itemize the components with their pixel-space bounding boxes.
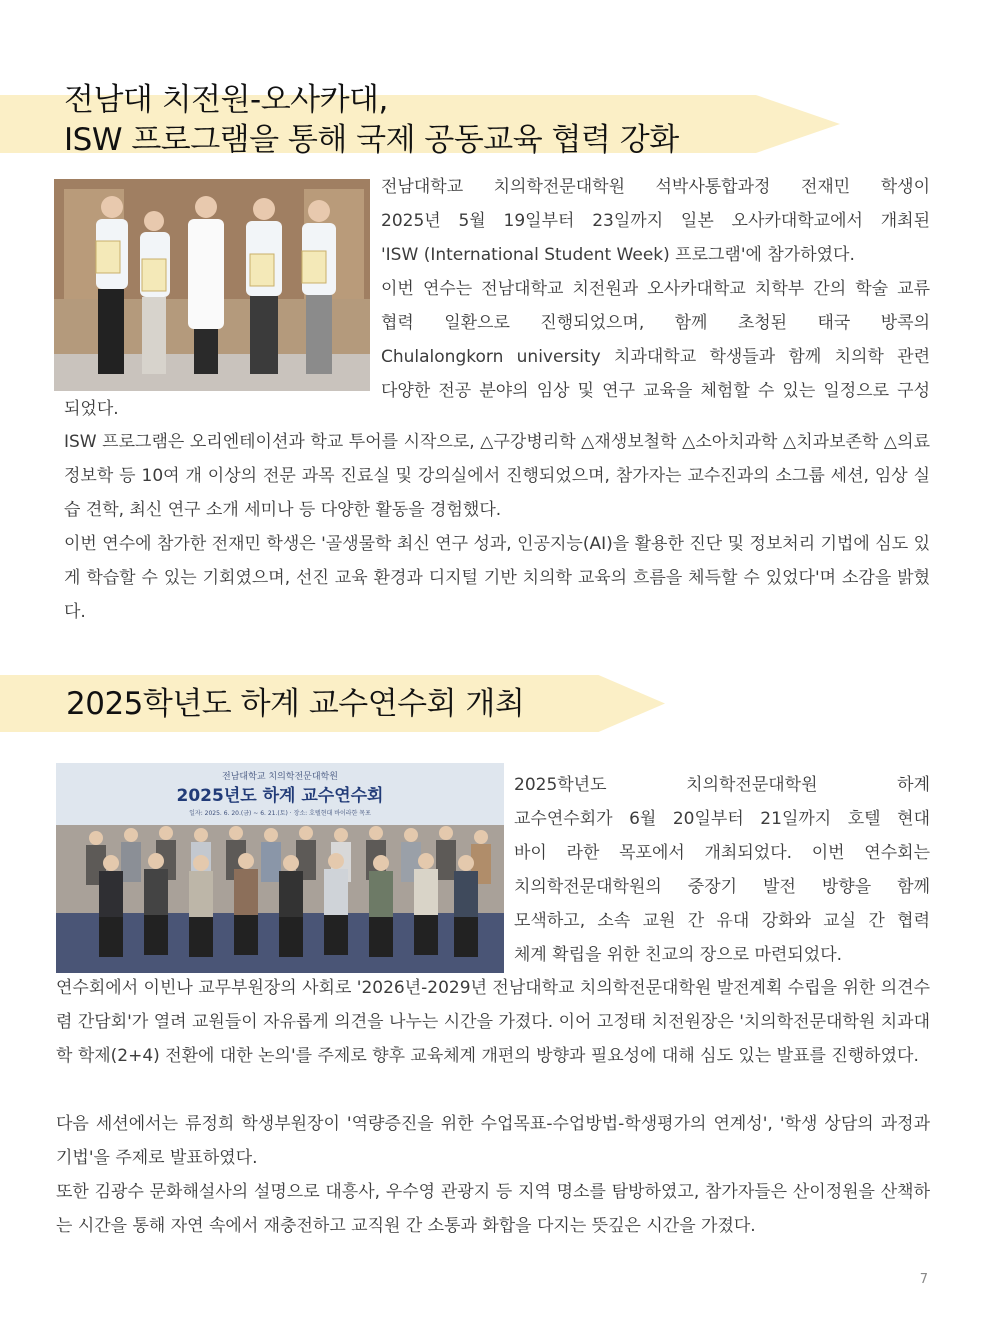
article1-paragraph-2: ISW 프로그램은 오리엔테이션과 학교 투어를 시작으로, △구강병리학 △재생보철학 △소아치과학 △치과보존학 △의료정보학 등 10여 개 이상의 전문 과목 진료실 및 강의실에서 진행되었으며, 참가자는 교수진과의 소그룹 세션, 임상 실습 견학, 최신 연구 소개 세미나 등 다양한 활동을 경험했다. — [64, 432, 930, 520]
article2-title: 2025학년도 하계 교수연수회 개최 — [66, 686, 525, 722]
article2-line: 치의학전문대학원의 중장기 발전 방향을 함께 — [514, 877, 930, 897]
article1-title-line2: ISW 프로그램을 통해 국제 공동교육 협력 강화 — [64, 122, 679, 158]
article1-paragraph-3: 이번 연수에 참가한 전재민 학생은 '골생물학 최신 연구 성과, 인공지능(AI)을 활용한 진단 및 정보처리 기법에 심도 있게 학습할 수 있는 기회였으며, 선진 교육 환경과 디지털 기반 치의학 교육의 흐름을 체득할 수 있었다'며 소감을 밝혔다. — [64, 534, 930, 622]
article1-photo — [54, 179, 370, 391]
article2-line: 모색하고, 소속 교원 간 유대 강화와 교실 간 협력 — [514, 911, 930, 931]
article1-line: 이번 연수는 전남대학교 치전원과 오사카대학교 치학부 간의 학술 교류 — [381, 279, 930, 299]
article1-line: 전남대학교 치의학전문대학원 석박사통합과정 전재민 학생이 — [381, 177, 930, 197]
article1-continuation: 되었다. — [64, 399, 119, 419]
article1-title — [64, 80, 679, 160]
students-group-photo — [54, 179, 370, 391]
article1-line: 'ISW (International Student Week) 프로그램'에 참가하였다. — [381, 245, 855, 265]
page-number: 7 — [919, 1272, 928, 1287]
article2-line: 2025학년도 치의학전문대학원 하계 — [514, 775, 930, 795]
article2-line: 교수연수회가 6월 20일부터 21일까지 호텔 현대 — [514, 809, 930, 829]
faculty-group-photo — [56, 763, 504, 973]
article2-paragraph-3: 다음 세션에서는 류정희 학생부원장이 '역량증진을 위한 수업목표-수업방법-학생평가의 연계성', '학생 상담의 과정과 기법'을 주제로 발표하였다. — [56, 1114, 930, 1168]
article2-side-text — [514, 768, 930, 972]
article1-line: 다양한 전공 분야의 임상 및 연구 교육을 체험할 수 있는 일정으로 구성 — [381, 381, 930, 401]
article1-line: 협력 일환으로 진행되었으며, 함께 초청된 태국 방콕의 — [381, 313, 930, 333]
article1-side-text — [381, 170, 930, 408]
article2-paragraph-2: 연수회에서 이빈나 교무부원장의 사회로 '2026년-2029년 전남대학교 치의학전문대학원 발전계획 수립을 위한 의견수렴 간담회'가 열려 교원들이 자유롭게 의견을 나누는 시간을 가졌다. 이어 고정태 치전원장은 '치의학전문대학원 치과대학 학제(2+4) 전환에 대한 논의'를 주제로 향후 교육체계 개편의 방향과 필요성에 대해 심도 있는 발표를 진행하였다. — [56, 978, 930, 1066]
banner-big-text: 2025년도 하계 교수연수회 — [176, 786, 384, 806]
banner-small-text: 전남대학교 치의학전문대학원 — [222, 772, 338, 782]
article2-paragraph-4: 또한 김광수 문화해설사의 설명으로 대흥사, 우수영 관광지 등 지역 명소를 탐방하였고, 참가자들은 산이정원을 산책하는 시간을 통해 자연 속에서 재충전하고 교직원 간 소통과 화합을 다지는 뜻깊은 시간을 가졌다. — [56, 1182, 930, 1236]
article1-title-line1: 전남대 치전원-오사카대, — [64, 82, 388, 118]
banner-info-text: 일자: 2025. 6. 20.(금) ~ 6. 21.(토) · 장소: 호텔현대 바이라한 목포 — [189, 810, 371, 817]
article2-line: 체계 확립을 위한 친교의 장으로 마련되었다. — [514, 945, 843, 965]
article1-line: Chulalongkorn university 치과대학교 학생들과 함께 치의학 관련 — [381, 347, 930, 367]
article2-photo — [56, 763, 504, 973]
article2-line: 바이 라한 목포에서 개최되었다. 이번 연수회는 — [514, 843, 930, 863]
article1-line: 2025년 5월 19일부터 23일까지 일본 오사카대학교에서 개최된 — [381, 211, 930, 231]
